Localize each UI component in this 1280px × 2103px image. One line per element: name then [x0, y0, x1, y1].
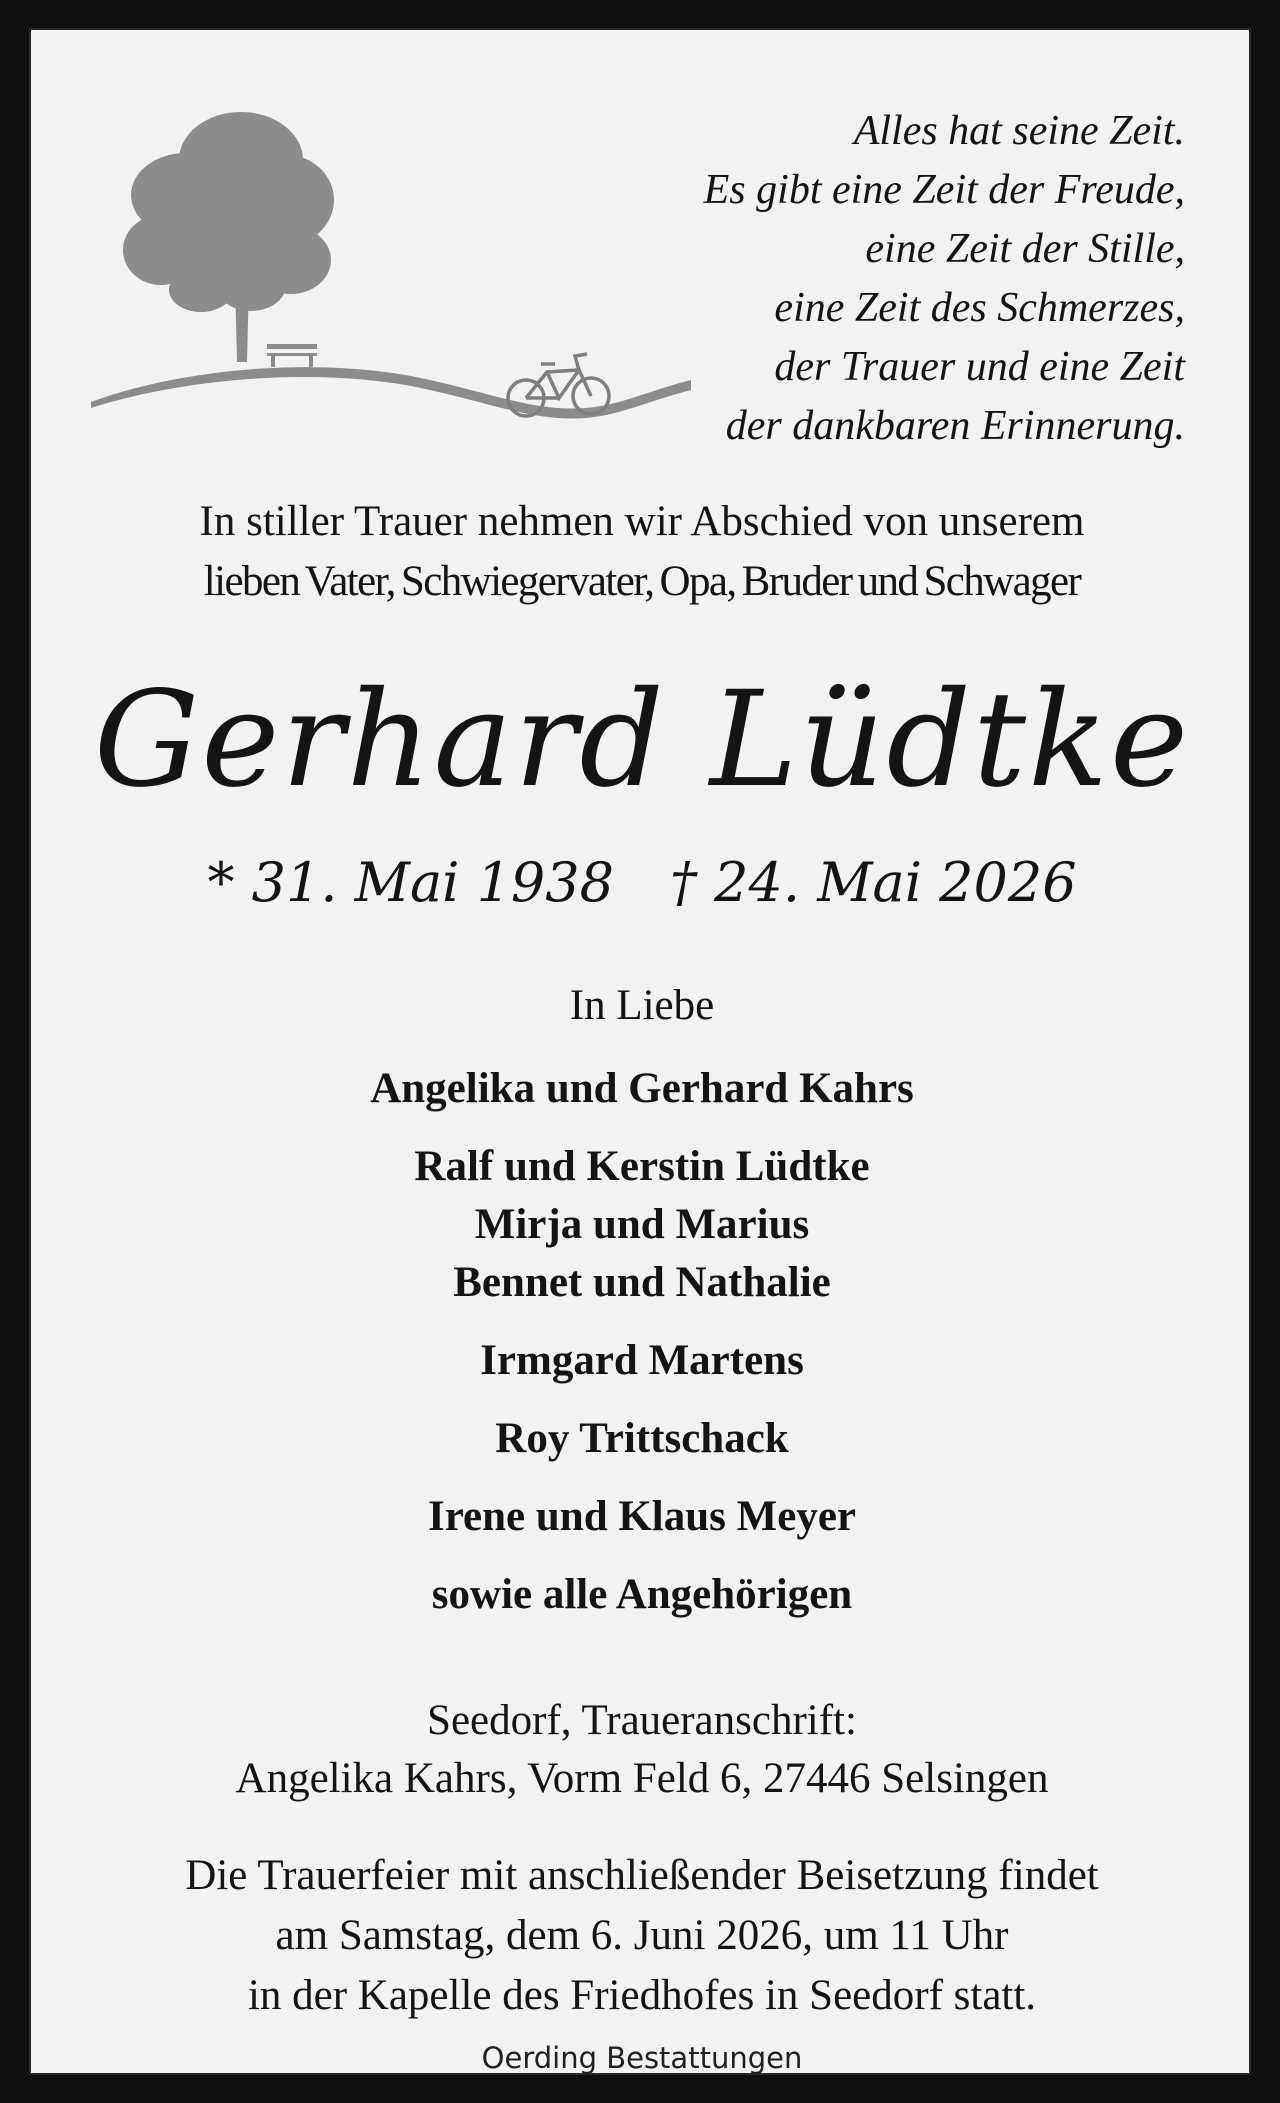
- deceased-name: Gerhard Lüdtke: [93, 663, 1191, 817]
- mourner-group: [31, 1138, 1253, 1312]
- mourner-group: [31, 1332, 1253, 1390]
- mourner-line: Angelika und Gerhard Kahrs: [370, 1065, 914, 1112]
- mourner-line: Irene und Klaus Meyer: [427, 1493, 856, 1540]
- verse-line: Alles hat seine Zeit.: [853, 108, 1185, 154]
- mourning-address: [31, 1692, 1253, 1808]
- verse-line: eine Zeit des Schmerzes,: [774, 285, 1185, 331]
- address-line-1: Seedorf, Traueranschrift:: [427, 1697, 857, 1744]
- funeral-service-info: [31, 1846, 1253, 2026]
- mourner-line: Ralf und Kerstin Lüdtke: [414, 1143, 870, 1190]
- verse-line: der Trauer und eine Zeit: [774, 344, 1185, 390]
- intro-line-1: In stiller Trauer nehmen wir Abschied von unserem: [199, 498, 1085, 545]
- mourner-group: [31, 1566, 1253, 1624]
- obituary-notice: [29, 28, 1251, 2075]
- mourner-line: Irmgard Martens: [480, 1337, 804, 1384]
- intro-line-2: lieben Vater, Schwiegervater, Opa, Bruder und Schwager: [203, 558, 1081, 605]
- birth-date: * 31. Mai 1938: [207, 851, 614, 914]
- verse-line: der dankbaren Erinnerung.: [725, 403, 1185, 449]
- mourner-group: [31, 1488, 1253, 1546]
- service-line-2: am Samstag, dem 6. Juni 2026, um 11 Uhr: [275, 1912, 1009, 1959]
- mourner-line: Bennet und Nathalie: [453, 1259, 831, 1306]
- bench-icon: [267, 344, 317, 367]
- tree-icon: [123, 112, 334, 362]
- intro-text: [31, 492, 1253, 612]
- mourner-line: Roy Trittschack: [495, 1415, 789, 1462]
- undertaker-name: Oerding Bestattungen: [481, 2041, 803, 2075]
- in-love-label: In Liebe: [569, 982, 715, 1029]
- verse-line: eine Zeit der Stille,: [865, 226, 1185, 272]
- life-dates: [31, 848, 1253, 918]
- address-line-2: Angelika Kahrs, Vorm Feld 6, 27446 Selsingen: [235, 1755, 1049, 1802]
- mourner-line: Mirja und Marius: [474, 1201, 810, 1248]
- mourner-group: [31, 1060, 1253, 1118]
- mourner-line: sowie alle Angehörigen: [431, 1571, 853, 1618]
- mourners-list: [31, 1060, 1253, 1644]
- service-line-3: in der Kapelle des Friedhofes in Seedorf statt.: [247, 1972, 1037, 2019]
- service-line-1: Die Trauerfeier mit anschließender Beisetzung findet: [185, 1852, 1099, 1899]
- verse-line: Es gibt eine Zeit der Freude,: [703, 167, 1185, 213]
- mourner-group: [31, 1410, 1253, 1468]
- death-date: † 24. Mai 2026: [670, 851, 1077, 914]
- memorial-verse: [565, 102, 1185, 456]
